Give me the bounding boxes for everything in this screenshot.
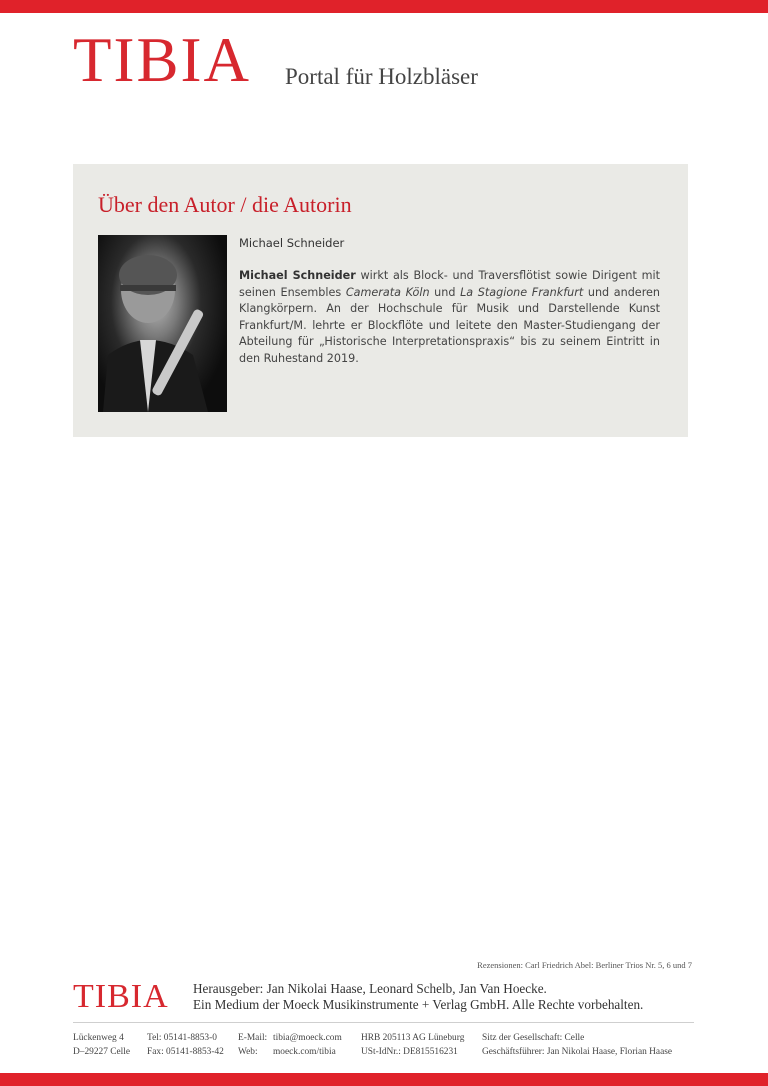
- tibia-footer-logo: TIBIA: [73, 978, 169, 1015]
- author-info-box: [73, 164, 688, 437]
- bio-text: und: [429, 285, 461, 299]
- author-name: Michael Schneider: [239, 236, 345, 250]
- author-portrait-image: [98, 235, 227, 412]
- registry-line: HRB 205113 AG Lüneburg: [361, 1033, 465, 1043]
- author-bio: [239, 268, 660, 368]
- bio-ensemble-name: La Stagione Frankfurt: [460, 285, 584, 299]
- email-link[interactable]: tibia@moeck.com: [273, 1033, 342, 1043]
- email-label: E-Mail:: [238, 1033, 268, 1043]
- site-tagline: Portal für Holzbläser: [285, 64, 478, 89]
- bio-author-name: Michael Schneider: [239, 269, 356, 282]
- footer-address: [73, 1032, 130, 1059]
- address-line: Lückenweg 4: [73, 1033, 124, 1043]
- publisher-info: [193, 981, 643, 1013]
- bio-ensemble-name: Camerata Köln: [345, 285, 430, 299]
- phone-line: Tel: 05141-8853-0: [147, 1033, 217, 1043]
- footer-registry: [361, 1032, 464, 1059]
- author-section-heading: Über den Autor / die Autorin: [98, 192, 352, 217]
- fax-line: Fax: 05141-8853-42: [147, 1046, 224, 1057]
- vat-line: USt-IdNr.: DE815516231: [361, 1046, 458, 1057]
- publisher-line: Ein Medium der Moeck Musikinstrumente + Verlag GmbH. Alle Rechte vorbehalten.: [193, 997, 644, 1012]
- company-seat-line: Sitz der Gesellschaft: Celle: [482, 1033, 585, 1043]
- bio-text: und anderen Klangkörpern. An der Hochschule für Musik und Darstellende Kunst Frankfurt/M. lehrte er Blockflöte und leitete den Master-Studiengang der Abteilung für „Historische Interpretationspraxis“ bis zu seinem Eintritt in den Ruhestand 2019.: [239, 285, 661, 365]
- footer-company: [482, 1032, 672, 1059]
- web-link[interactable]: moeck.com/tibia: [273, 1046, 336, 1057]
- bio-text: wirkt als Block- und Traversflötist sowie Dirigent mit seinen Ensembles: [239, 269, 660, 299]
- address-line: D–29227 Celle: [73, 1046, 131, 1057]
- publisher-line: Herausgeber: Jan Nikolai Haase, Leonard Schelb, Jan Van Hoecke.: [193, 981, 547, 996]
- footer-contact-values: [273, 1032, 342, 1059]
- footer-phone: [147, 1032, 224, 1059]
- tibia-logo: TIBIA: [73, 25, 251, 95]
- managing-directors-line: Geschäftsführer: Jan Nikolai Haase, Florian Haase: [482, 1046, 673, 1057]
- top-accent-bar: [0, 0, 768, 13]
- bottom-accent-bar: [0, 1073, 768, 1086]
- review-reference: Rezensionen: Carl Friedrich Abel: Berliner Trios Nr. 5, 6 und 7: [477, 960, 692, 970]
- web-label: Web:: [238, 1046, 258, 1057]
- footer-divider: [73, 1022, 694, 1023]
- footer-contact-labels: [238, 1032, 267, 1059]
